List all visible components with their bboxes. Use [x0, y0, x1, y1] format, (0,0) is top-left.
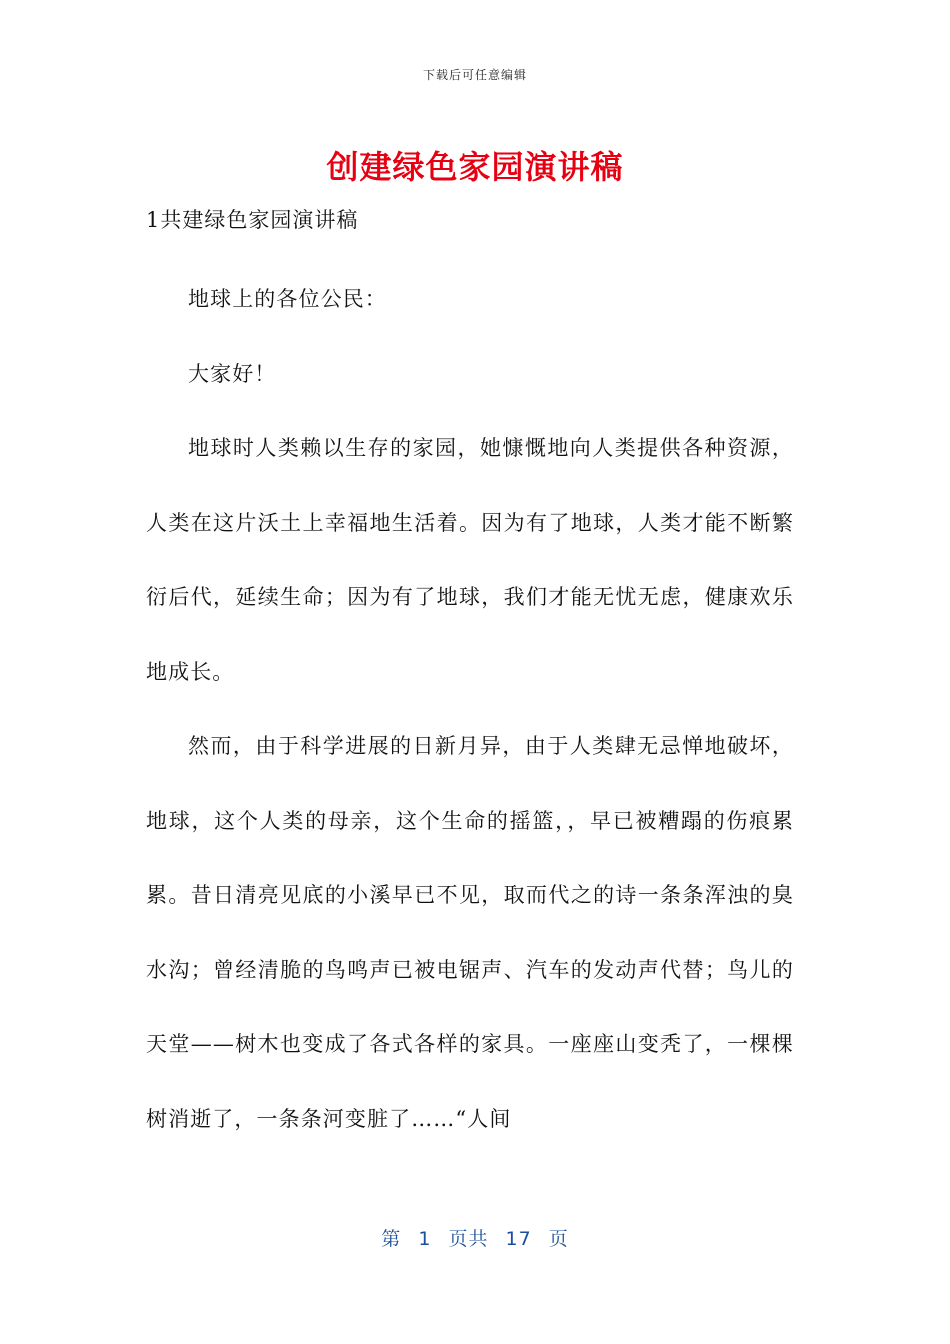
- paragraph-salutation: 大家好！: [188, 361, 277, 386]
- paragraph-greeting: 地球上的各位公民：: [188, 287, 387, 311]
- paragraph-destruction: 然而，由于科学进展的日新月异，由于人类肆无忌惮地破坏，地球，这个人类的母亲，这个生命的摇篮，，早已被糟蹋的伤痕累累。昔日清亮见底的小溪早已不见，取而代之的诗一条条浑浊的臭水沟；曾经清脆的鸟鸣声已被电锯声、汽车的发动声代替；鸟儿的天堂——树木也变成了各式各样的家具。一座座山变秃了，一棵棵树消逝了，一条条河变脏了……“人间: [146, 734, 794, 1131]
- page-number-footer: 第 1 页共 17 页: [381, 1228, 569, 1250]
- paragraph-earth-home: 地球时人类赖以生存的家园，她慷慨地向人类提供各种资源，人类在这片沃土上幸福地生活着。因为有了地球，人类才能不断繁衍后代，延续生命；因为有了地球，我们才能无忧无虑，健康欢乐地成长。: [146, 436, 794, 684]
- page-header: 下载后可任意编辑: [422, 68, 527, 82]
- document-body: [146, 262, 794, 1156]
- document-title: 创建绿色家园演讲稿: [326, 148, 624, 186]
- document-subtitle: 1共建绿色家园演讲稿: [146, 208, 359, 232]
